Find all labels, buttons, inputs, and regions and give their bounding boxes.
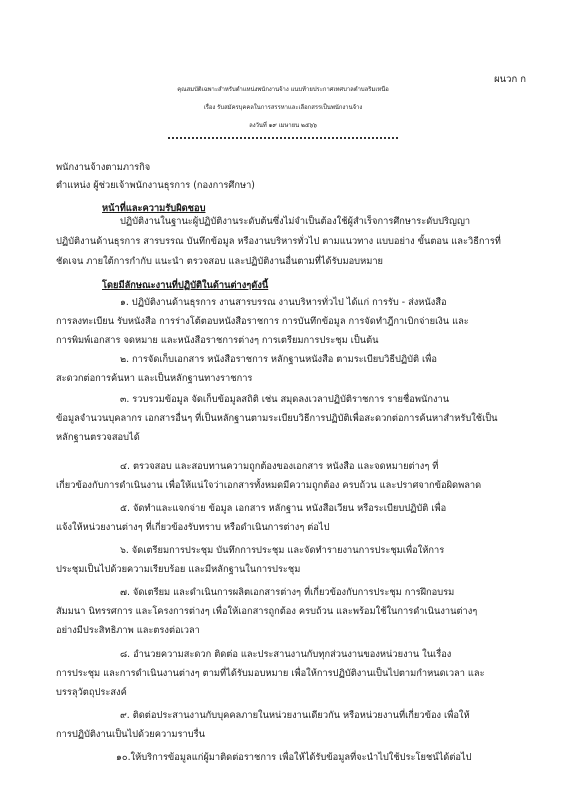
position-type: พนักงานจ้างตามภารกิจ bbox=[56, 162, 151, 173]
task-1-line-1: ๑. ปฏิบัติงานด้านธุรการ งานสารบรรณ งานบริหารทั่วไป ได้แก่ การรับ - ส่งหนังสือ bbox=[120, 297, 447, 308]
task-2-line-2: สะดวกต่อการค้นหา และเป็นหลักฐานทางราชการ bbox=[56, 373, 253, 384]
duties-line-2: ปฏิบัติงานด้านธุรการ สารบรรณ บันทึกข้อมูล หรืองานบริหารทั่วไป ตามแนวทาง แบบอย่าง ขั้นตอน และวิธีการที่ bbox=[56, 236, 501, 247]
task-8-line-1: ๘. อำนวยความสะดวก ติดต่อ และประสานงานกับทุกส่วนงานของหน่วยงาน ในเรื่อง bbox=[120, 649, 452, 660]
task-7-line-2: สัมมนา นิทรรศการ และโครงการต่างๆ เพื่อให้เอกสารถูกต้อง ครบถ้วน และพร้อมใช้ในการดำเนินงานต่างๆ bbox=[56, 606, 478, 617]
header-line-1: คุณสมบัติเฉพาะสำหรับตำแหน่งพนักงานจ้าง แนบท้ายประกาศเทศบาลตำบลริมเหนือ bbox=[177, 87, 389, 93]
task-8-line-2: การประชุม และการดำเนินงานต่างๆ ตามที่ได้รับมอบหมาย เพื่อให้การปฏิบัติงานเป็นไปตามกำหนดเวลา และ bbox=[56, 668, 485, 679]
header-line-2: เรื่อง รับสมัครบุคคลในการสรรหาและเลือกสรรเป็นพนักงานจ้าง bbox=[203, 105, 363, 111]
task-8-line-3: บรรลุวัตถุประสงค์ bbox=[56, 687, 127, 698]
duties-line-1: ปฏิบัติงานในฐานะผู้ปฏิบัติงานระดับต้นซึ่งไม่จำเป็นต้องใช้ผู้สำเร็จการศึกษาระดับปริญญา bbox=[120, 216, 471, 227]
task-7-line-1: ๗. จัดเตรียม และดำเนินการผลิตเอกสารต่างๆ ที่เกี่ยวข้องกับการประชุม การฝึกอบรม bbox=[120, 587, 455, 598]
star-divider bbox=[168, 137, 398, 139]
tasks-heading: โดยมีลักษณะงานที่ปฏิบัติในด้านต่างๆดังนี้ bbox=[102, 280, 269, 291]
task-4-line-2: เกี่ยวข้องกับการดำเนินงาน เพื่อให้แน่ใจว่าเอกสารทั้งหมดมีความถูกต้อง ครบถ้วน และปราศจากข้อผิดพลาด bbox=[56, 480, 482, 491]
task-10-line-1: ๑๐.ให้บริการข้อมูลแก่ผู้มาติดต่อราชการ เพื่อให้ได้รับข้อมูลที่จะนำไปใช้ประโยชน์ได้ต่อไป bbox=[116, 752, 472, 763]
duties-heading: หน้าที่และความรับผิดชอบ bbox=[102, 203, 206, 214]
task-2-line-1: ๒. การจัดเก็บเอกสาร หนังสือราชการ หลักฐานหนังสือ ตามระเบียบวิธีปฏิบัติ เพื่อ bbox=[120, 354, 437, 365]
task-9-line-2: การปฏิบัติงานเป็นไปด้วยความราบรื่น bbox=[56, 729, 206, 740]
position-title: ตำแหน่ง ผู้ช่วยเจ้าพนักงานธุรการ (กองการศึกษา) bbox=[56, 180, 255, 191]
task-1-line-3: การพิมพ์เอกสาร จดหมาย และหนังสือราชการต่างๆ การเตรียมการประชุม เป็นต้น bbox=[56, 335, 379, 346]
task-7-line-3: อย่างมีประสิทธิภาพ และตรงต่อเวลา bbox=[56, 625, 200, 636]
task-3-line-3: หลักฐานตรวจสอบได้ bbox=[56, 432, 140, 443]
task-9-line-1: ๙. ติดต่อประสานงานกับบุคคลภายในหน่วยงานเดียวกัน หรือหน่วยงานที่เกี่ยวข้อง เพื่อให้ bbox=[120, 710, 470, 721]
task-4-line-1: ๔. ตรวจสอบ และสอบทานความถูกต้องของเอกสาร หนังสือ และจดหมายต่างๆ ที่ bbox=[120, 461, 439, 472]
task-3-line-2: ข้อมูลจำนวนบุคลากร เอกสารอื่นๆ ที่เป็นหลักฐานตามระเบียบวิธีการปฏิบัติเพื่อสะดวกต่อการค้นหาสำหรับใช้เป็น bbox=[56, 413, 498, 424]
task-6-line-1: ๖. จัดเตรียมการประชุม บันทึกการประชุม และจัดทำรายงานการประชุมเพื่อให้การ bbox=[120, 545, 445, 556]
task-5-line-2: แจ้งให้หน่วยงานต่างๆ ที่เกี่ยวข้องรับทราบ หรือดำเนินการต่างๆ ต่อไป bbox=[56, 522, 330, 533]
header-line-3: ลงวันที่ ๑๙ เมษายน ๒๕๖๖ bbox=[249, 123, 317, 129]
duties-line-3: ชัดเจน ภายใต้การกำกับ แนะนำ ตรวจสอบ และปฏิบัติงานอื่นตามที่ได้รับมอบหมาย bbox=[56, 256, 383, 267]
task-3-line-1: ๓. รวบรวมข้อมูล จัดเก็บข้อมูลสถิติ เช่น สมุดลงเวลาปฏิบัติราชการ รายชื่อพนักงาน bbox=[120, 394, 450, 405]
annex-label: ผนวก ก bbox=[494, 74, 526, 85]
task-1-line-2: การลงทะเบียน รับหนังสือ การร่างโต้ตอบหนังสือราชการ การบันทึกข้อมูล การจัดทำฎีกาเบิกจ่ายเงิน และ bbox=[56, 316, 469, 327]
task-6-line-2: ประชุมเป็นไปด้วยความเรียบร้อย และมีหลักฐานในการประชุม bbox=[56, 564, 301, 575]
task-5-line-1: ๕. จัดทำและแจกจ่าย ข้อมูล เอกสาร หลักฐาน หนังสือเวียน หรือระเบียบปฏิบัติ เพื่อ bbox=[120, 503, 447, 514]
